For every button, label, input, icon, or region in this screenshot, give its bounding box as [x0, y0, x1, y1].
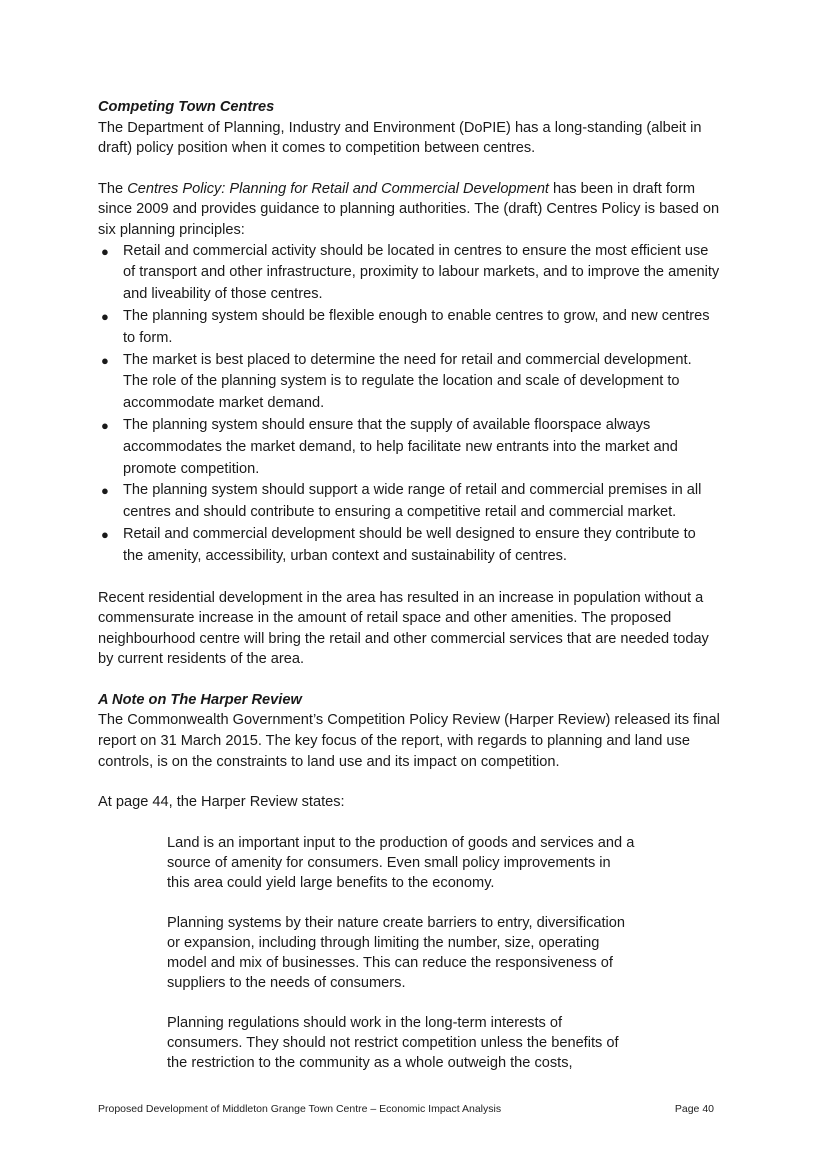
centres-policy-suffix: has been in draft form since 2009 and provides guidance to planning authorities. The (draft) Centres Policy is based on six planning principles: — [98, 180, 720, 238]
section-heading-competing-town-centres: Competing Town Centres — [98, 99, 275, 115]
list-item: ● The market is best placed to determine the need for retail and commercial development. The role of the planning system is to regulate the location and scale of development to accommodate market demand. — [101, 351, 692, 412]
bullet-icon: ● — [101, 417, 109, 433]
list-item: ● Retail and commercial development should be well designed to ensure they contribute to the amenity, accessibility, urban context and sustainability of centres. — [101, 525, 696, 564]
page-content — [98, 97, 720, 1073]
quote-paragraph: Planning regulations should work in the long-term interests of consumers. They should not restrict competition unless the benefits of the restriction to the community as a whole outweigh the costs, — [167, 1014, 619, 1071]
planning-principles-list — [98, 241, 720, 568]
bullet-icon: ● — [101, 243, 109, 259]
paragraph-centres-policy — [98, 179, 720, 241]
paragraph-residential-development: Recent residential development in the area has resulted in an increase in population without a commensurate increase in the amount of retail space and other amenities. The proposed neighbourhood centre will bring the retail and other commercial services that are needed today by current residents of the area. — [98, 589, 709, 668]
quote-paragraph: Land is an important input to the production of goods and services and a source of amenity for consumers. Even small policy improvements in this area could yield large benefits to the economy. — [167, 834, 635, 891]
blockquote — [167, 833, 637, 1073]
bullet-icon: ● — [101, 352, 109, 368]
list-item: ● The planning system should support a wide range of retail and commercial premises in all centres and should contribute to ensuring a competitive retail and commercial market. — [101, 482, 702, 521]
centres-policy-prefix: The — [98, 180, 128, 197]
page-number: Page 40 — [674, 1103, 714, 1115]
bullet-icon: ● — [101, 483, 109, 499]
bullet-icon: ● — [101, 308, 109, 324]
section-heading-harper-review: A Note on The Harper Review — [98, 691, 302, 708]
list-item: ● Retail and commercial activity should be located in centres to ensure the most efficient use of transport and other infrastructure, proximity to labour markets, and to improve the amenity and liveability of those centres. — [101, 242, 720, 303]
list-item: ● The planning system should be flexible enough to enable centres to grow, and new centres to form. — [101, 307, 710, 346]
centres-policy-title: Centres Policy: Planning for Retail and Commercial Development — [127, 180, 549, 197]
list-item: ● The planning system should ensure that the supply of available floorspace always accommodates the market demand, to help facilitate new entrants into the market and promote competition. — [101, 416, 678, 477]
paragraph-harper-review: The Commonwealth Government’s Competition Policy Review (Harper Review) released its final report on 31 March 2015. The key focus of the report, with regards to planning and land use controls, is on the constraints to land use and its impact on competition. — [98, 712, 720, 770]
paragraph-dopie: The Department of Planning, Industry and Environment (DoPIE) has a long-standing (albeit in draft) policy position when it comes to competition between centres. — [98, 119, 702, 157]
quote-paragraph: Planning systems by their nature create barriers to entry, diversification or expansion, including through limiting the number, size, operating model and mix of businesses. This can reduce the responsiveness of suppliers to the needs of consumers. — [167, 914, 626, 991]
footer-title: Proposed Development of Middleton Grange Town Centre – Economic Impact Analysis — [98, 1103, 502, 1115]
paragraph-page-44: At page 44, the Harper Review states: — [98, 794, 345, 811]
page-footer — [98, 1103, 714, 1115]
bullet-icon: ● — [101, 526, 109, 542]
